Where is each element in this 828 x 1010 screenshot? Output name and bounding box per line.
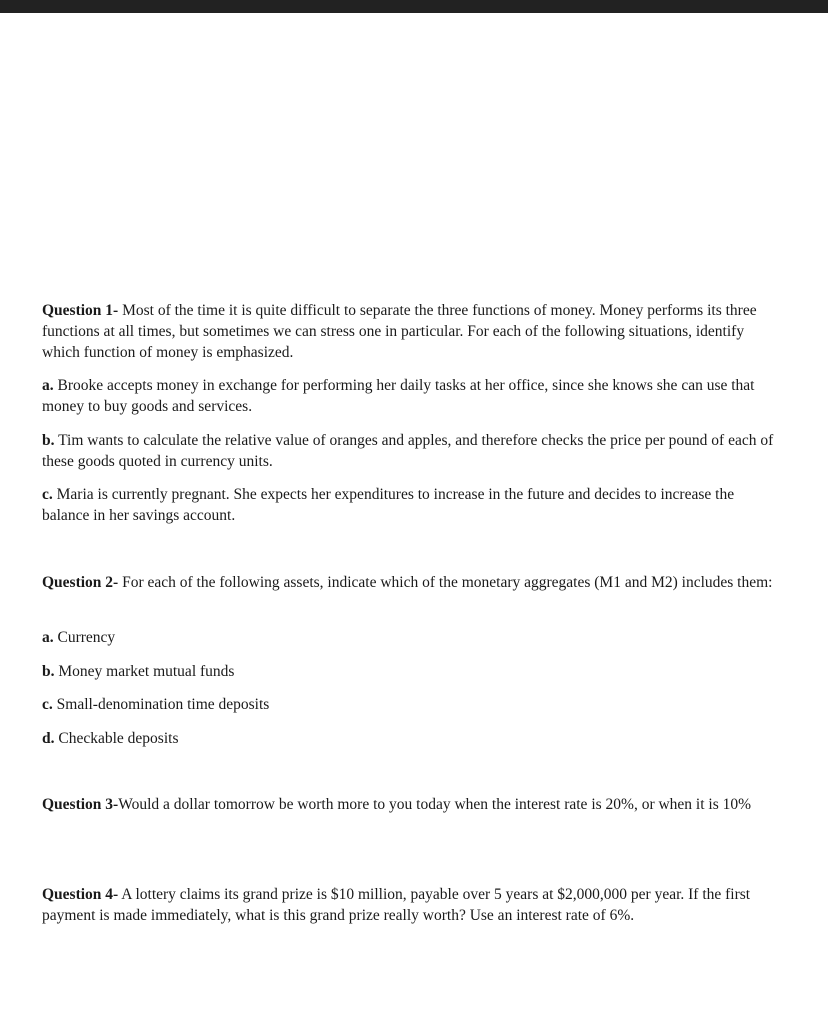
top-bar: [0, 0, 828, 13]
question-1: [42, 300, 782, 363]
item-text: Brooke accepts money in exchange for performing her daily tasks at her office, since she knows she can use that money to buy goods and services.: [42, 377, 755, 415]
question-3: [42, 794, 782, 815]
question-1-label: Question 1-: [42, 302, 119, 319]
item-label: a.: [42, 377, 54, 394]
item-text: Money market mutual funds: [54, 663, 235, 680]
item-label: c.: [42, 696, 53, 713]
item-label: c.: [42, 486, 53, 503]
question-4-label: Question 4-: [42, 886, 119, 903]
question-3-label: Question 3-: [42, 796, 119, 813]
question-2-label: Question 2-: [42, 574, 119, 591]
question-3-text: Would a dollar tomorrow be worth more to you today when the interest rate is 20%, or when it is 10%: [118, 796, 752, 813]
question-1-text: Most of the time it is quite difficult to separate the three functions of money. Money performs its three functions at all times, but sometimes we can stress one in particular. For each of the following situations, identify which function of money is emphasized.: [42, 302, 757, 361]
item-text: Maria is currently pregnant. She expects her expenditures to increase in the future and decides to increase the balance in her savings account.: [42, 486, 735, 524]
item-text: Tim wants to calculate the relative value of oranges and apples, and therefore checks the price per pound of each of these goods quoted in currency units.: [42, 432, 774, 470]
item-text: Currency: [53, 629, 116, 646]
item-text: Checkable deposits: [54, 730, 179, 747]
item-label: b.: [42, 432, 55, 449]
item-text: Small-denomination time deposits: [52, 696, 270, 713]
question-1-item-a: [42, 375, 782, 417]
question-2: [42, 572, 782, 593]
question-4: [42, 884, 782, 926]
question-2-item-c: [42, 694, 269, 715]
item-label: b.: [42, 663, 55, 680]
question-2-text: For each of the following assets, indicate which of the monetary aggregates (M1 and M2) includes them:: [118, 574, 773, 591]
question-4-text: A lottery claims its grand prize is $10 million, payable over 5 years at $2,000,000 per year. If the first payment is made immediately, what is this grand prize really worth? Use an interest rate of 6%.: [42, 886, 751, 924]
question-2-item-a: [42, 627, 115, 648]
question-2-item-b: [42, 661, 234, 682]
question-2-item-d: [42, 728, 178, 749]
item-label: d.: [42, 730, 55, 747]
question-1-item-b: [42, 430, 782, 472]
question-1-item-c: [42, 484, 782, 526]
item-label: a.: [42, 629, 54, 646]
